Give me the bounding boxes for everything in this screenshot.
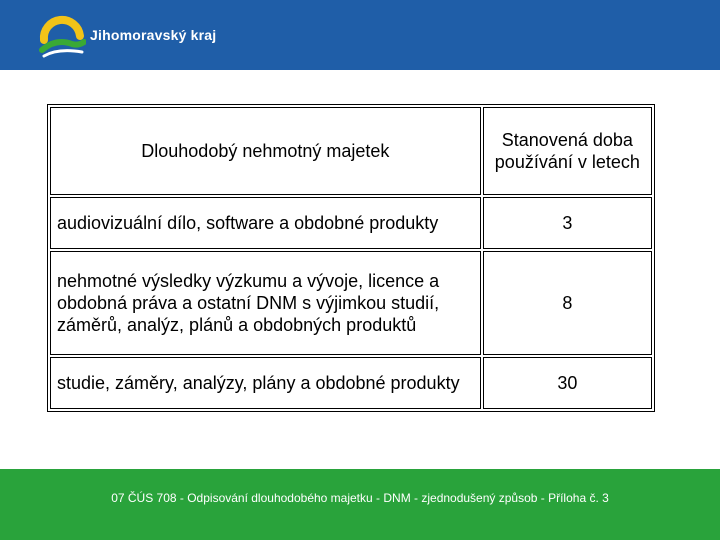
row-item: nehmotné výsledky výzkumu a vývoje, licence a obdobná práva a ostatní DNM s výjimkou studií, záměrů, analýz, plánů a obdobných produktů [50,251,481,355]
footer-caption: 07 ČÚS 708 - Odpisování dlouhodobého majetku - DNM - zjednodušený způsob - Příloha č. 3 [111,491,609,505]
header-cell-asset: Dlouhodobý nehmotný majetek [50,107,481,195]
logo-text: Jihomoravský kraj [90,27,217,43]
row-item: audiovizuální dílo, software a obdobné produkty [50,197,481,249]
row-item: studie, záměry, analýzy, plány a obdobné produkty [50,357,481,409]
table-header-row [50,107,652,195]
table-row [50,197,652,249]
row-years: 3 [483,197,652,249]
header-bar [0,0,720,70]
table-row [50,251,652,355]
depreciation-table [47,104,655,412]
footer-bar [0,469,720,540]
table-row [50,357,652,409]
row-years: 8 [483,251,652,355]
row-years: 30 [483,357,652,409]
jmk-logo-icon [38,14,86,58]
header-cell-years: Stanovená doba používání v letech [483,107,652,195]
